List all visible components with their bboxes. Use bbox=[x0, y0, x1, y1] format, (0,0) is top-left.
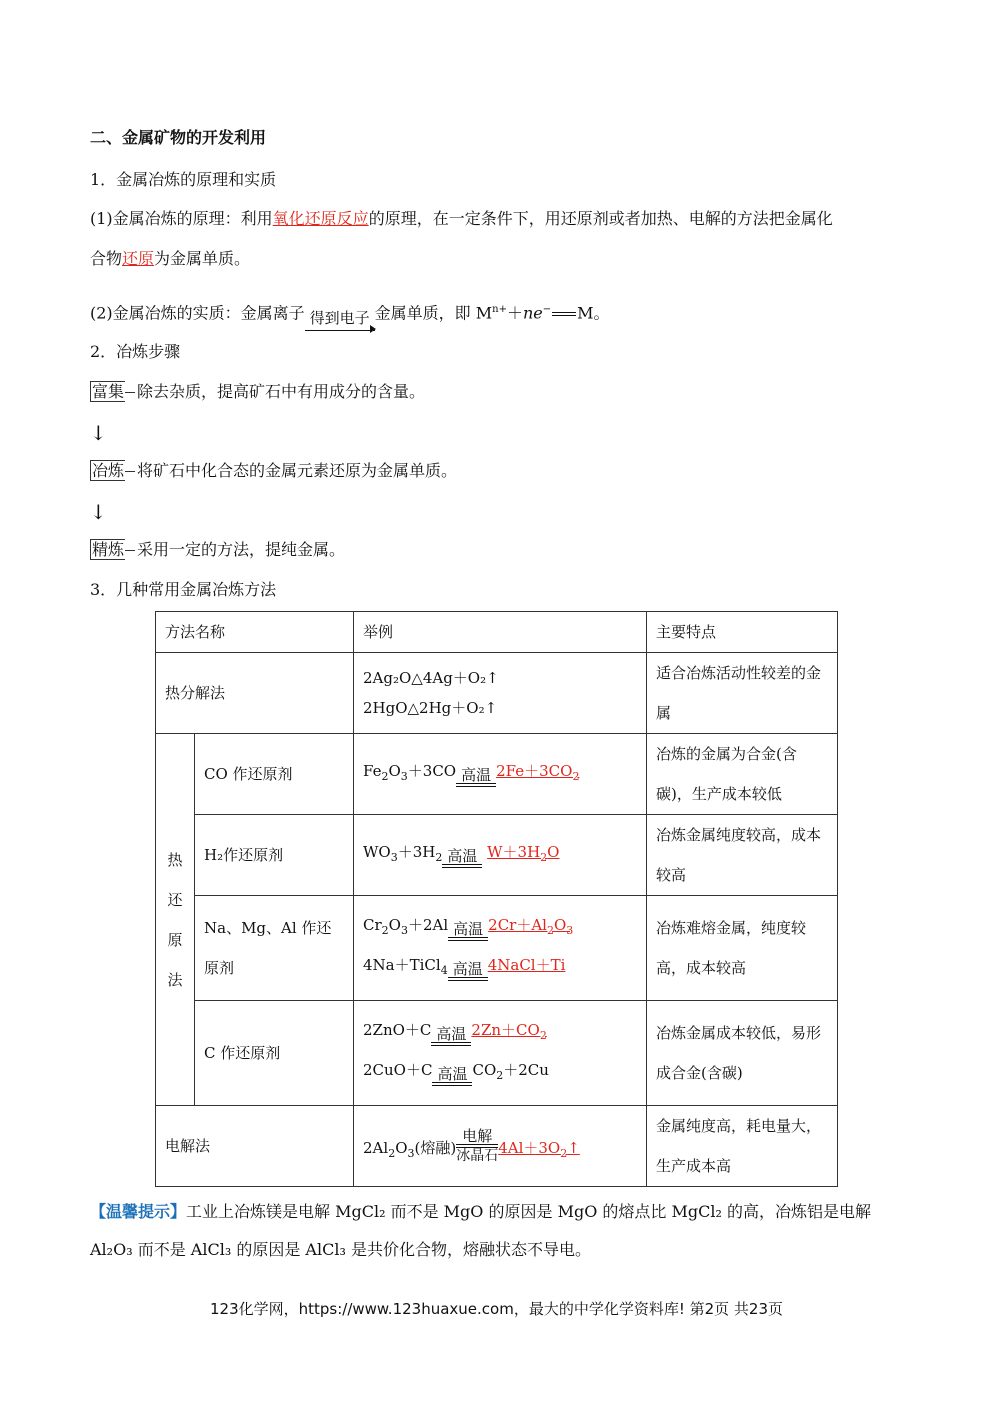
step-3-box: 精炼 bbox=[92, 540, 125, 559]
agent-co: CO 作还原剂 bbox=[195, 734, 354, 815]
header-example: 举例 bbox=[354, 612, 647, 653]
p2-plus: ＋ bbox=[506, 303, 523, 323]
table-row bbox=[156, 1001, 838, 1106]
paragraph-essence bbox=[90, 292, 610, 331]
example-electrolysis bbox=[354, 1106, 647, 1187]
equation: $Cr_2O_3+2Al$ 高温 $2Cr+Al_2O_3$ bbox=[363, 907, 637, 945]
condition-high-temp: 高温 bbox=[442, 848, 482, 868]
agent-c: C 作还原剂 bbox=[195, 1001, 354, 1106]
p2-end: M。 bbox=[577, 303, 610, 323]
subheading-1: 1．金属冶炼的原理和实质 bbox=[90, 170, 277, 189]
subheading-3: 3．几种常用金属冶炼方法 bbox=[90, 580, 277, 599]
header-method: 方法名称 bbox=[156, 612, 354, 653]
dash-icon bbox=[125, 471, 135, 472]
equals-icon bbox=[552, 312, 576, 316]
tip-text: 工业上冶炼镁是电解 MgCl₂ 而不是 MgO 的原因是 MgO 的熔点比 MgCl₂ 的高，冶炼铝是电解 Al₂O₃ 而不是 AlCl₃ 的原因是 AlCl₃ 是共价化合物，熔融状态不导电。 bbox=[90, 1202, 871, 1259]
step-1-box: 富集 bbox=[92, 382, 125, 401]
example-co bbox=[354, 734, 647, 815]
step-3-text: 采用一定的方法，提纯金属。 bbox=[137, 540, 346, 559]
condition-high-temp: 高温 bbox=[456, 767, 496, 787]
feature-h2: 冶炼金属纯度较高，成本较高 bbox=[647, 815, 838, 896]
example-c bbox=[354, 1001, 647, 1106]
condition-high-temp: 高温 bbox=[431, 1026, 471, 1046]
step-3 bbox=[90, 538, 345, 562]
subheading-2: 2．冶炼步骤 bbox=[90, 342, 181, 361]
p2-suffix: 金属单质，即 M bbox=[374, 303, 493, 323]
table-row bbox=[156, 1106, 838, 1187]
down-arrow-2: ↓ bbox=[90, 500, 107, 524]
dash-icon bbox=[125, 550, 135, 551]
dash-icon bbox=[125, 392, 135, 393]
step-2 bbox=[90, 459, 457, 483]
p1-mid: 的原理，在一定条件下，用还原剂或者加热、电解的方法把金属化 bbox=[368, 209, 833, 228]
equation: 2ZnO＋C 高温 $2Zn+CO_2$ bbox=[363, 1012, 637, 1050]
agent-na-mg-al: Na、Mg、Al 作还原剂 bbox=[195, 896, 354, 1001]
methods-table bbox=[155, 611, 838, 1187]
section-heading: 二、金属矿物的开发利用 bbox=[90, 128, 267, 147]
paragraph-principle-line2 bbox=[90, 247, 250, 271]
p1-red-redox: 氧化还原反应 bbox=[272, 209, 369, 228]
example-na-mg-al bbox=[354, 896, 647, 1001]
p2-prefix: (2)金属冶炼的实质：金属离子 bbox=[90, 303, 305, 323]
table-row bbox=[156, 896, 838, 1001]
feature-co: 冶炼的金属为合金(含碳)，生产成本较低 bbox=[647, 734, 838, 815]
feature-na-mg-al: 冶炼难熔金属，纯度较高，成本较高 bbox=[647, 896, 838, 1001]
feature-c: 冶炼金属成本较低，易形成合金(含碳) bbox=[647, 1001, 838, 1106]
method-thermal-reduction: 热还原法 bbox=[156, 734, 195, 1106]
paragraph-principle-line1 bbox=[90, 207, 833, 231]
equation: $WO_3+3H_2$ 高温 $W+3H_2O$ bbox=[363, 830, 637, 880]
agent-h2: H₂作还原剂 bbox=[195, 815, 354, 896]
step-2-box: 冶炼 bbox=[92, 461, 125, 480]
table-header-row bbox=[156, 612, 838, 653]
arrow-label: 得到电子 bbox=[309, 309, 370, 328]
condition-high-temp: 高温 bbox=[448, 961, 488, 981]
p1-red-reduce: 还原 bbox=[122, 249, 155, 268]
equation: $2Al_2O_3$(熔融) 电解 冰晶石 $4Al+3O_2↑$ bbox=[363, 1127, 580, 1164]
tip-paragraph bbox=[90, 1193, 910, 1269]
method-thermal-decomp: 热分解法 bbox=[156, 653, 354, 734]
p1-line2-suffix: 为金属单质。 bbox=[154, 249, 251, 268]
equation: 2Ag₂O△4Ag＋O₂↑ bbox=[363, 669, 499, 687]
p2-sup-charge: n+ bbox=[492, 304, 507, 315]
step-1 bbox=[90, 380, 425, 404]
table-row bbox=[156, 734, 838, 815]
down-arrow-1: ↓ bbox=[90, 421, 107, 445]
example-h2 bbox=[354, 815, 647, 896]
p1-line2-prefix: 合物 bbox=[90, 249, 123, 268]
equation: 2HgO△2Hg＋O₂↑ bbox=[363, 699, 498, 717]
equation: 4Na＋TiCl$_4$ 高温 4NaCl＋Ti bbox=[363, 945, 637, 989]
step-1-text: 除去杂质，提高矿石中有用成分的含量。 bbox=[137, 382, 426, 401]
gain-electron-arrow bbox=[305, 310, 375, 331]
p2-ne: ne bbox=[523, 303, 543, 323]
right-arrow-icon bbox=[305, 328, 375, 331]
p2-sup-minus: − bbox=[542, 304, 552, 315]
condition-high-temp: 高温 bbox=[432, 1066, 472, 1086]
feature-thermal-decomp: 适合冶炼活动性较差的金属 bbox=[647, 653, 838, 734]
header-feature: 主要特点 bbox=[647, 612, 838, 653]
equation: 2CuO＋C 高温 $CO_2+2Cu$ bbox=[363, 1050, 637, 1094]
step-2-text: 将矿石中化合态的金属元素还原为金属单质。 bbox=[137, 461, 458, 480]
example-thermal-decomp bbox=[354, 653, 647, 734]
condition-electrolysis: 电解 冰晶石 bbox=[456, 1127, 499, 1164]
feature-electrolysis: 金属纯度高，耗电量大，生产成本高 bbox=[647, 1106, 838, 1187]
table-row bbox=[156, 653, 838, 734]
page-footer: 123化学网，https://www.123huaxue.com，最大的中学化学资料库! 第2页 共23页 bbox=[209, 1300, 784, 1318]
condition-high-temp: 高温 bbox=[448, 921, 488, 941]
method-electrolysis: 电解法 bbox=[156, 1106, 354, 1187]
tip-label: 【温馨提示】 bbox=[90, 1202, 187, 1221]
equation: $Fe_2O_3+3CO$ 高温 $2Fe+3CO_2$ bbox=[363, 749, 637, 799]
p1-prefix: (1)金属冶炼的原理：利用 bbox=[90, 209, 273, 228]
table-row bbox=[156, 815, 838, 896]
